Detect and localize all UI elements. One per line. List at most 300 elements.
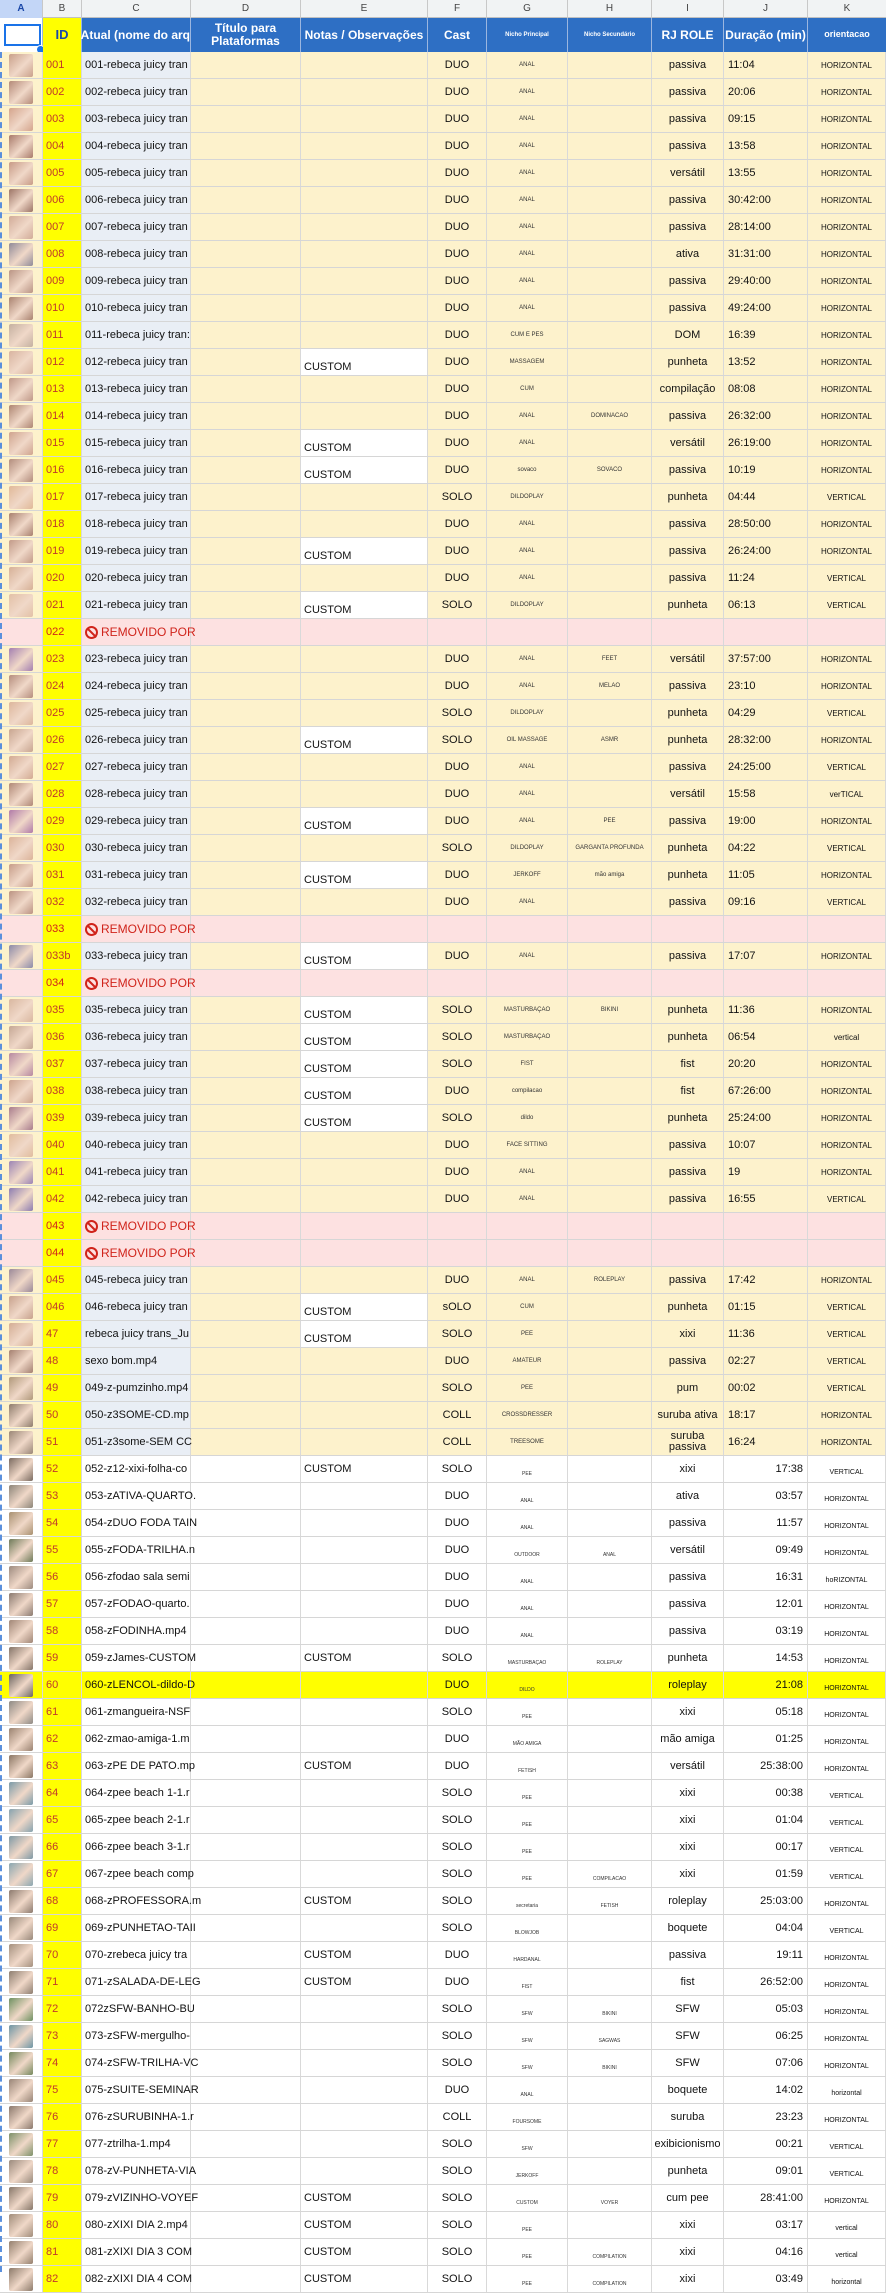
orientation-cell[interactable]: HORIZONTAL <box>808 1996 886 2022</box>
notes-cell[interactable]: CUSTOM <box>301 808 428 834</box>
table-row[interactable] <box>0 1348 886 1375</box>
cast-cell[interactable]: DUO <box>428 1132 487 1158</box>
thumbnail-cell[interactable] <box>0 2104 43 2130</box>
id-cell[interactable]: 49 <box>43 1375 82 1401</box>
column-header-d[interactable]: D <box>191 0 301 18</box>
notes-cell[interactable] <box>301 2104 428 2130</box>
platform-title-cell[interactable] <box>191 1672 301 1698</box>
thumbnail-cell[interactable] <box>0 376 43 402</box>
orientation-cell[interactable]: HORIZONTAL <box>808 268 886 294</box>
duration-cell[interactable]: 24:25:00 <box>724 754 808 780</box>
filename-cell[interactable] <box>82 619 196 645</box>
cast-cell[interactable] <box>428 916 487 942</box>
platform-title-cell[interactable] <box>191 1996 301 2022</box>
duration-cell[interactable]: 11:24 <box>724 565 808 591</box>
platform-title-cell[interactable] <box>191 1132 301 1158</box>
id-cell[interactable]: 54 <box>43 1510 82 1536</box>
thumbnail-cell[interactable] <box>0 862 43 888</box>
thumbnail-cell[interactable] <box>0 1807 43 1833</box>
main-niche-cell[interactable]: dildo <box>487 1105 568 1131</box>
id-cell[interactable]: 56 <box>43 1564 82 1590</box>
platform-title-cell[interactable] <box>191 646 301 672</box>
orientation-cell[interactable]: HORIZONTAL <box>808 862 886 888</box>
id-cell[interactable]: 008 <box>43 241 82 267</box>
main-niche-cell[interactable]: CROSSDRESSER <box>487 1402 568 1428</box>
platform-title-cell[interactable] <box>191 1051 301 1077</box>
duration-cell[interactable]: 02:27 <box>724 1348 808 1374</box>
orientation-cell[interactable]: VERTICAL <box>808 1456 886 1482</box>
duration-cell[interactable] <box>724 916 808 942</box>
notes-cell[interactable] <box>301 160 428 186</box>
platform-title-cell[interactable] <box>191 1267 301 1293</box>
main-niche-cell[interactable]: DILDOPLAY <box>487 700 568 726</box>
role-cell[interactable]: versátil <box>652 430 724 456</box>
table-row[interactable] <box>0 1159 886 1186</box>
orientation-cell[interactable]: hoRIZONTAL <box>808 1564 886 1590</box>
role-cell[interactable]: punheta <box>652 862 724 888</box>
orientation-cell[interactable]: VERTICAL <box>808 1294 886 1320</box>
duration-cell[interactable]: 11:36 <box>724 1321 808 1347</box>
role-cell[interactable]: passiva <box>652 1564 724 1590</box>
main-niche-cell[interactable]: MASTURBAÇAO <box>487 1645 568 1671</box>
table-row[interactable] <box>0 2185 886 2212</box>
duration-cell[interactable]: 03:57 <box>724 1483 808 1509</box>
table-row[interactable] <box>0 430 886 457</box>
filename-cell[interactable] <box>82 376 191 402</box>
table-row-removed[interactable] <box>0 1213 886 1240</box>
platform-title-cell[interactable] <box>191 349 301 375</box>
duration-cell[interactable]: 06:25 <box>724 2023 808 2049</box>
platform-title-cell[interactable] <box>191 727 301 753</box>
id-cell[interactable]: 48 <box>43 1348 82 1374</box>
id-cell[interactable]: 77 <box>43 2131 82 2157</box>
duration-cell[interactable]: 25:24:00 <box>724 1105 808 1131</box>
role-cell[interactable]: punheta <box>652 1645 724 1671</box>
thumbnail-cell[interactable] <box>0 808 43 834</box>
filename-cell[interactable] <box>82 1321 191 1347</box>
duration-cell[interactable]: 29:40:00 <box>724 268 808 294</box>
platform-title-cell[interactable] <box>191 2104 301 2130</box>
notes-cell[interactable] <box>301 781 428 807</box>
main-niche-cell[interactable]: ANAL <box>487 430 568 456</box>
orientation-cell[interactable]: VERTICAL <box>808 1915 886 1941</box>
table-row[interactable] <box>0 1402 886 1429</box>
duration-cell[interactable]: 16:55 <box>724 1186 808 1212</box>
secondary-niche-cell[interactable] <box>568 1672 652 1698</box>
table-row[interactable] <box>0 997 886 1024</box>
role-cell[interactable]: passiva <box>652 511 724 537</box>
main-niche-cell[interactable]: MÃO AMIGA <box>487 1726 568 1752</box>
secondary-niche-cell[interactable] <box>568 1456 652 1482</box>
notes-cell[interactable] <box>301 1726 428 1752</box>
role-cell[interactable]: passiva <box>652 943 724 969</box>
duration-cell[interactable] <box>724 619 808 645</box>
filename-cell[interactable] <box>82 1807 191 1833</box>
orientation-cell[interactable]: HORIZONTAL <box>808 457 886 483</box>
platform-title-cell[interactable] <box>191 1537 301 1563</box>
secondary-niche-cell[interactable]: SAGWAS <box>568 2023 652 2049</box>
duration-cell[interactable]: 14:02 <box>724 2077 808 2103</box>
cast-cell[interactable]: COLL <box>428 2104 487 2130</box>
id-cell[interactable]: 024 <box>43 673 82 699</box>
cast-cell[interactable]: COLL <box>428 1429 487 1455</box>
platform-title-cell[interactable] <box>191 1699 301 1725</box>
filename-cell[interactable] <box>82 970 196 996</box>
table-row[interactable] <box>0 700 886 727</box>
id-cell[interactable]: 79 <box>43 2185 82 2211</box>
cast-cell[interactable]: SOLO <box>428 484 487 510</box>
id-cell[interactable]: 63 <box>43 1753 82 1779</box>
secondary-niche-cell[interactable] <box>568 2104 652 2130</box>
thumbnail-cell[interactable] <box>0 754 43 780</box>
notes-cell[interactable] <box>301 214 428 240</box>
table-row[interactable] <box>0 1969 886 1996</box>
main-niche-cell[interactable]: SFW <box>487 2023 568 2049</box>
table-row[interactable] <box>0 1267 886 1294</box>
notes-cell[interactable] <box>301 1807 428 1833</box>
role-cell[interactable]: versátil <box>652 781 724 807</box>
filename-cell[interactable] <box>82 1159 191 1185</box>
header-id[interactable]: ID <box>43 18 82 52</box>
duration-cell[interactable]: 09:15 <box>724 106 808 132</box>
orientation-cell[interactable]: VERTICAL <box>808 889 886 915</box>
filename-cell[interactable] <box>82 1429 191 1455</box>
column-header-f[interactable]: F <box>428 0 487 18</box>
notes-cell[interactable] <box>301 889 428 915</box>
platform-title-cell[interactable] <box>191 1861 301 1887</box>
thumbnail-cell[interactable] <box>0 1456 43 1482</box>
cast-cell[interactable]: SOLO <box>428 1456 487 1482</box>
table-row[interactable] <box>0 1564 886 1591</box>
main-niche-cell[interactable] <box>487 1213 568 1239</box>
secondary-niche-cell[interactable] <box>568 1618 652 1644</box>
orientation-cell[interactable]: HORIZONTAL <box>808 403 886 429</box>
thumbnail-cell[interactable] <box>0 970 43 996</box>
notes-cell[interactable] <box>301 1537 428 1563</box>
filename-cell[interactable] <box>82 2266 191 2292</box>
table-row[interactable] <box>0 1051 886 1078</box>
duration-cell[interactable]: 00:38 <box>724 1780 808 1806</box>
table-row[interactable] <box>0 727 886 754</box>
platform-title-cell[interactable] <box>191 1024 301 1050</box>
cast-cell[interactable]: SOLO <box>428 1321 487 1347</box>
role-cell[interactable]: SFW <box>652 2050 724 2076</box>
thumbnail-cell[interactable] <box>0 484 43 510</box>
id-cell[interactable]: 021 <box>43 592 82 618</box>
column-header-k[interactable]: K <box>843 3 851 14</box>
id-cell[interactable]: 68 <box>43 1888 82 1914</box>
duration-cell[interactable]: 03:17 <box>724 2212 808 2238</box>
notes-cell[interactable]: CUSTOM <box>301 1942 428 1968</box>
main-niche-cell[interactable]: ANAL <box>487 538 568 564</box>
column-header-i[interactable]: I <box>652 0 724 18</box>
filename-cell[interactable] <box>82 403 191 429</box>
duration-cell[interactable]: 21:08 <box>724 1672 808 1698</box>
secondary-niche-cell[interactable] <box>568 970 652 996</box>
cast-cell[interactable]: SOLO <box>428 727 487 753</box>
duration-cell[interactable]: 28:14:00 <box>724 214 808 240</box>
secondary-niche-cell[interactable] <box>568 1510 652 1536</box>
orientation-cell[interactable]: VERTICAL <box>808 1861 886 1887</box>
main-niche-cell[interactable]: ANAL <box>487 241 568 267</box>
role-cell[interactable]: fist <box>652 1969 724 1995</box>
platform-title-cell[interactable] <box>191 808 301 834</box>
role-cell[interactable]: boquete <box>652 1915 724 1941</box>
id-cell[interactable]: 74 <box>43 2050 82 2076</box>
secondary-niche-cell[interactable]: MELAO <box>568 673 652 699</box>
main-niche-cell[interactable]: DILDO <box>487 1672 568 1698</box>
orientation-cell[interactable]: HORIZONTAL <box>808 214 886 240</box>
platform-title-cell[interactable] <box>191 2158 301 2184</box>
secondary-niche-cell[interactable] <box>568 1294 652 1320</box>
duration-cell[interactable]: 04:44 <box>724 484 808 510</box>
orientation-cell[interactable]: HORIZONTAL <box>808 1618 886 1644</box>
table-row[interactable] <box>0 1429 886 1456</box>
platform-title-cell[interactable] <box>191 403 301 429</box>
platform-title-cell[interactable] <box>191 997 301 1023</box>
filename-cell[interactable] <box>82 2212 191 2238</box>
secondary-niche-cell[interactable] <box>568 430 652 456</box>
cast-cell[interactable]: DUO <box>428 187 487 213</box>
orientation-cell[interactable]: HORIZONTAL <box>808 1159 886 1185</box>
platform-title-cell[interactable] <box>191 619 301 645</box>
role-cell[interactable]: exibicionismo <box>652 2131 724 2157</box>
filename-cell[interactable] <box>82 2023 191 2049</box>
platform-title-cell[interactable] <box>191 754 301 780</box>
notes-cell[interactable] <box>301 1699 428 1725</box>
header-cast[interactable]: Cast <box>428 18 487 52</box>
table-row[interactable] <box>0 943 886 970</box>
notes-cell[interactable] <box>301 1510 428 1536</box>
orientation-cell[interactable]: HORIZONTAL <box>808 1942 886 1968</box>
platform-title-cell[interactable] <box>191 1834 301 1860</box>
main-niche-cell[interactable]: FIST <box>487 1051 568 1077</box>
main-niche-cell[interactable]: PEE <box>487 2266 568 2292</box>
thumbnail-cell[interactable] <box>0 916 43 942</box>
duration-cell[interactable]: 08:08 <box>724 376 808 402</box>
secondary-niche-cell[interactable] <box>568 484 652 510</box>
secondary-niche-cell[interactable]: DOMINACAO <box>568 403 652 429</box>
thumbnail-cell[interactable] <box>0 1969 43 1995</box>
id-cell[interactable]: 043 <box>43 1213 82 1239</box>
table-row[interactable] <box>0 106 886 133</box>
thumbnail-cell[interactable] <box>0 1996 43 2022</box>
duration-cell[interactable]: 04:29 <box>724 700 808 726</box>
secondary-niche-cell[interactable] <box>568 1942 652 1968</box>
role-cell[interactable]: punheta <box>652 2158 724 2184</box>
platform-title-cell[interactable] <box>191 2077 301 2103</box>
platform-title-cell[interactable] <box>191 79 301 105</box>
filename-cell[interactable] <box>82 592 191 618</box>
orientation-cell[interactable]: HORIZONTAL <box>808 1753 886 1779</box>
duration-cell[interactable]: 00:17 <box>724 1834 808 1860</box>
orientation-cell[interactable]: HORIZONTAL <box>808 1672 886 1698</box>
table-row[interactable] <box>0 1294 886 1321</box>
duration-cell[interactable]: 06:54 <box>724 1024 808 1050</box>
filename-cell[interactable] <box>82 295 191 321</box>
orientation-cell[interactable]: HORIZONTAL <box>808 538 886 564</box>
main-niche-cell[interactable]: ANAL <box>487 403 568 429</box>
main-niche-cell[interactable]: ANAL <box>487 214 568 240</box>
filename-cell[interactable] <box>82 1213 196 1239</box>
id-cell[interactable]: 027 <box>43 754 82 780</box>
main-niche-cell[interactable]: compilacao <box>487 1078 568 1104</box>
secondary-niche-cell[interactable] <box>568 1105 652 1131</box>
role-cell[interactable]: suruba passiva <box>652 1429 724 1455</box>
notes-cell[interactable] <box>301 970 428 996</box>
table-row[interactable] <box>0 862 886 889</box>
notes-cell[interactable] <box>301 2158 428 2184</box>
platform-title-cell[interactable] <box>191 1780 301 1806</box>
platform-title-cell[interactable] <box>191 916 301 942</box>
secondary-niche-cell[interactable] <box>568 1159 652 1185</box>
duration-cell[interactable] <box>724 1240 808 1266</box>
cast-cell[interactable]: SOLO <box>428 1375 487 1401</box>
role-cell[interactable]: xixi <box>652 1780 724 1806</box>
orientation-cell[interactable]: HORIZONTAL <box>808 349 886 375</box>
role-cell[interactable]: passiva <box>652 673 724 699</box>
table-row[interactable] <box>0 1078 886 1105</box>
id-cell[interactable]: 001 <box>43 52 82 78</box>
duration-cell[interactable]: 16:39 <box>724 322 808 348</box>
main-niche-cell[interactable]: MASTURBAÇAO <box>487 997 568 1023</box>
filename-cell[interactable] <box>82 1942 191 1968</box>
main-niche-cell[interactable]: CUM <box>487 376 568 402</box>
cast-cell[interactable]: SOLO <box>428 2212 487 2238</box>
platform-title-cell[interactable] <box>191 565 301 591</box>
id-cell[interactable]: 018 <box>43 511 82 537</box>
id-cell[interactable]: 71 <box>43 1969 82 1995</box>
role-cell[interactable]: passiva <box>652 214 724 240</box>
platform-title-cell[interactable] <box>191 943 301 969</box>
secondary-niche-cell[interactable] <box>568 187 652 213</box>
thumbnail-cell[interactable] <box>0 214 43 240</box>
id-cell[interactable]: 033b <box>43 943 82 969</box>
notes-cell[interactable]: CUSTOM <box>301 538 428 564</box>
role-cell[interactable]: xixi <box>652 2266 724 2292</box>
orientation-cell[interactable]: HORIZONTAL <box>808 1429 886 1455</box>
secondary-niche-cell[interactable] <box>568 376 652 402</box>
notes-cell[interactable]: CUSTOM <box>301 1321 428 1347</box>
id-cell[interactable]: 046 <box>43 1294 82 1320</box>
thumbnail-cell[interactable] <box>0 160 43 186</box>
notes-cell[interactable]: CUSTOM <box>301 1078 428 1104</box>
thumbnail-cell[interactable] <box>0 187 43 213</box>
notes-cell[interactable] <box>301 835 428 861</box>
notes-cell[interactable]: CUSTOM <box>301 430 428 456</box>
secondary-niche-cell[interactable] <box>568 1186 652 1212</box>
thumbnail-cell[interactable] <box>0 322 43 348</box>
main-niche-cell[interactable]: FACE SITTING <box>487 1132 568 1158</box>
thumbnail-cell[interactable] <box>0 1942 43 1968</box>
thumbnail-cell[interactable] <box>0 1699 43 1725</box>
platform-title-cell[interactable] <box>191 2023 301 2049</box>
header-duration[interactable]: Duração (min) <box>724 18 808 52</box>
duration-cell[interactable]: 23:23 <box>724 2104 808 2130</box>
thumbnail-cell[interactable] <box>0 538 43 564</box>
main-niche-cell[interactable]: ANAL <box>487 1618 568 1644</box>
secondary-niche-cell[interactable] <box>568 1915 652 1941</box>
id-cell[interactable]: 023 <box>43 646 82 672</box>
cast-cell[interactable]: SOLO <box>428 997 487 1023</box>
id-cell[interactable]: 020 <box>43 565 82 591</box>
thumbnail-cell[interactable] <box>0 2158 43 2184</box>
platform-title-cell[interactable] <box>191 1294 301 1320</box>
role-cell[interactable]: SFW <box>652 1996 724 2022</box>
table-row[interactable] <box>0 2077 886 2104</box>
cast-cell[interactable]: DUO <box>428 511 487 537</box>
main-niche-cell[interactable]: JERKOFF <box>487 862 568 888</box>
duration-cell[interactable]: 03:49 <box>724 2266 808 2292</box>
platform-title-cell[interactable] <box>191 1375 301 1401</box>
filename-cell[interactable] <box>82 1618 191 1644</box>
role-cell[interactable]: punheta <box>652 484 724 510</box>
table-row[interactable] <box>0 1807 886 1834</box>
role-cell[interactable]: suruba <box>652 2104 724 2130</box>
notes-cell[interactable] <box>301 1672 428 1698</box>
filename-cell[interactable] <box>82 1726 191 1752</box>
duration-cell[interactable]: 11:05 <box>724 862 808 888</box>
thumbnail-cell[interactable] <box>0 2131 43 2157</box>
main-niche-cell[interactable] <box>487 1240 568 1266</box>
thumbnail-cell[interactable] <box>0 1591 43 1617</box>
cast-cell[interactable]: DUO <box>428 349 487 375</box>
platform-title-cell[interactable] <box>191 1510 301 1536</box>
notes-cell[interactable] <box>301 565 428 591</box>
thumbnail-cell[interactable] <box>0 106 43 132</box>
notes-cell[interactable] <box>301 295 428 321</box>
table-row[interactable] <box>0 268 886 295</box>
platform-title-cell[interactable] <box>191 2239 301 2265</box>
orientation-cell[interactable]: HORIZONTAL <box>808 1402 886 1428</box>
cast-cell[interactable]: DUO <box>428 808 487 834</box>
platform-title-cell[interactable] <box>191 1456 301 1482</box>
main-niche-cell[interactable]: ANAL <box>487 943 568 969</box>
filename-cell[interactable] <box>82 1834 191 1860</box>
notes-cell[interactable]: CUSTOM <box>301 997 428 1023</box>
duration-cell[interactable]: 19:11 <box>724 1942 808 1968</box>
table-row[interactable] <box>0 214 886 241</box>
platform-title-cell[interactable] <box>191 1618 301 1644</box>
thumbnail-cell[interactable] <box>0 1780 43 1806</box>
platform-title-cell[interactable] <box>191 2050 301 2076</box>
duration-cell[interactable]: 25:03:00 <box>724 1888 808 1914</box>
duration-cell[interactable]: 17:42 <box>724 1267 808 1293</box>
platform-title-cell[interactable] <box>191 484 301 510</box>
main-niche-cell[interactable]: OUTDOOR <box>487 1537 568 1563</box>
cast-cell[interactable]: DUO <box>428 1267 487 1293</box>
table-row[interactable] <box>0 457 886 484</box>
thumbnail-cell[interactable] <box>0 781 43 807</box>
main-niche-cell[interactable]: DILDOPLAY <box>487 484 568 510</box>
main-niche-cell[interactable]: ANAL <box>487 160 568 186</box>
notes-cell[interactable] <box>301 133 428 159</box>
id-cell[interactable]: 026 <box>43 727 82 753</box>
platform-title-cell[interactable] <box>191 241 301 267</box>
cast-cell[interactable]: SOLO <box>428 1024 487 1050</box>
secondary-niche-cell[interactable]: PEE <box>568 808 652 834</box>
table-row[interactable] <box>0 1942 886 1969</box>
main-niche-cell[interactable]: PEE <box>487 1321 568 1347</box>
header-orientation[interactable]: orientacao <box>808 18 886 52</box>
table-row[interactable] <box>0 160 886 187</box>
role-cell[interactable]: passiva <box>652 295 724 321</box>
secondary-niche-cell[interactable] <box>568 1402 652 1428</box>
main-niche-cell[interactable]: PEE <box>487 1861 568 1887</box>
main-niche-cell[interactable]: TREESOME <box>487 1429 568 1455</box>
role-cell[interactable]: passiva <box>652 538 724 564</box>
main-niche-cell[interactable]: SFW <box>487 2131 568 2157</box>
